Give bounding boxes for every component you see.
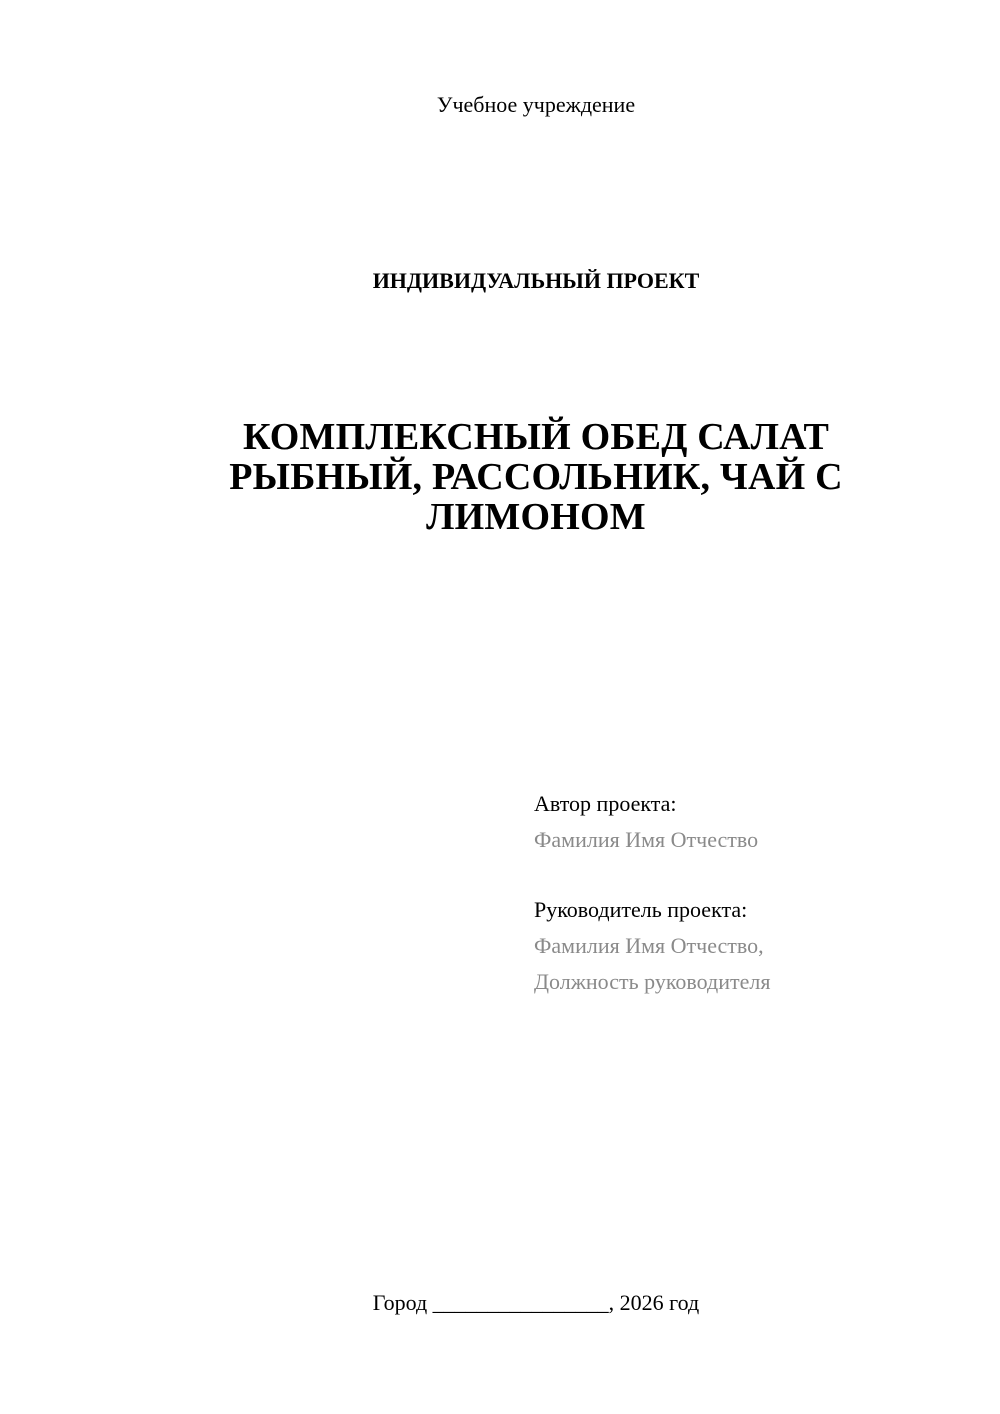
project-title-line: КОМПЛЕКСНЫЙ ОБЕД САЛАТ bbox=[242, 416, 830, 458]
institution-name: Учебное учреждение bbox=[436, 92, 636, 117]
project-title-line: РЫБНЫЙ, РАССОЛЬНИК, ЧАЙ С bbox=[229, 456, 843, 498]
city-year-line: Город ________________, 2026 год bbox=[372, 1290, 700, 1315]
project-credits bbox=[534, 786, 770, 1000]
document-type: ИНДИВИДУАЛЬНЫЙ ПРОЕКТ bbox=[372, 268, 700, 293]
author-name: Фамилия Имя Отчество bbox=[534, 827, 759, 852]
supervisor-position: Должность руководителя bbox=[534, 969, 771, 994]
author-label: Автор проекта: bbox=[534, 791, 677, 816]
supervisor-label: Руководитель проекта: bbox=[534, 897, 748, 922]
project-title bbox=[200, 417, 872, 537]
supervisor-name: Фамилия Имя Отчество, bbox=[534, 933, 764, 958]
spacer bbox=[534, 858, 770, 892]
project-title-line: ЛИМОНОМ bbox=[426, 496, 646, 538]
